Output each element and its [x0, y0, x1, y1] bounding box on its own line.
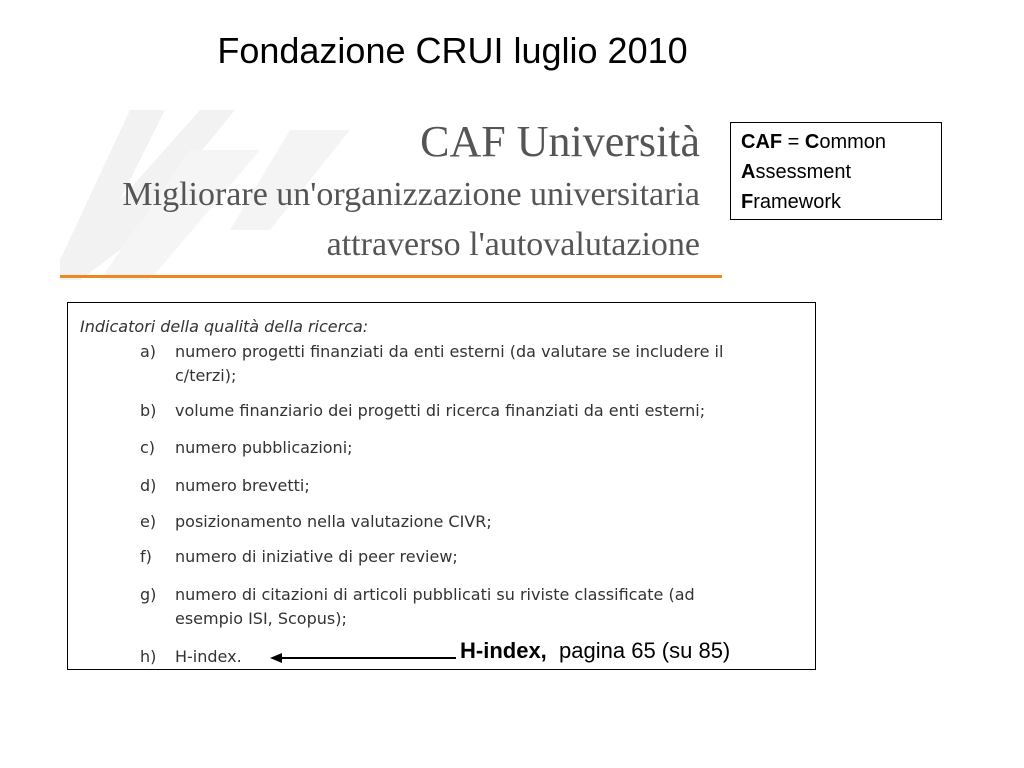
caf-subtitle — [122, 170, 700, 270]
caf-title: CAF Università — [420, 117, 700, 166]
caf-definition-line1: CAF = Common — [741, 131, 887, 153]
indicators-heading: Indicatori della qualità della ricerca: — [80, 317, 369, 336]
caf-header — [60, 110, 722, 280]
caf-definition-line3: Framework — [741, 191, 842, 213]
indicators-box: Indicatori della qualità della ricerca: a) numero progetti finanziati da enti esterni (da valutare se includere il c/terzi); b) volume finanziario dei progetti di ricerca finanziati da enti esterni; c) numero pubblicazioni; d) numero brevetti; e) posizionamento nella valutazione CIVR; f) numero di iniziative di peer review; g) numero di citazioni di articoli pubblicati su riviste classificate (ad esempio ISI, Scopus); h) H-index. — [67, 302, 816, 670]
caf-subtitle-line2: attraverso l'autovalutazione — [326, 226, 700, 263]
slide-title: Fondazione CRUI luglio 2010 — [217, 30, 688, 71]
caf-definition-line2: Assessment — [741, 161, 852, 183]
hindex-annotation: H-index, pagina 65 (su 85) — [460, 638, 731, 663]
caf-subtitle-line1: Migliorare un'organizzazione universitaria — [122, 176, 700, 213]
orange-divider — [60, 275, 722, 278]
caf-definition-box — [730, 122, 942, 220]
arrow-left-icon — [268, 648, 458, 668]
